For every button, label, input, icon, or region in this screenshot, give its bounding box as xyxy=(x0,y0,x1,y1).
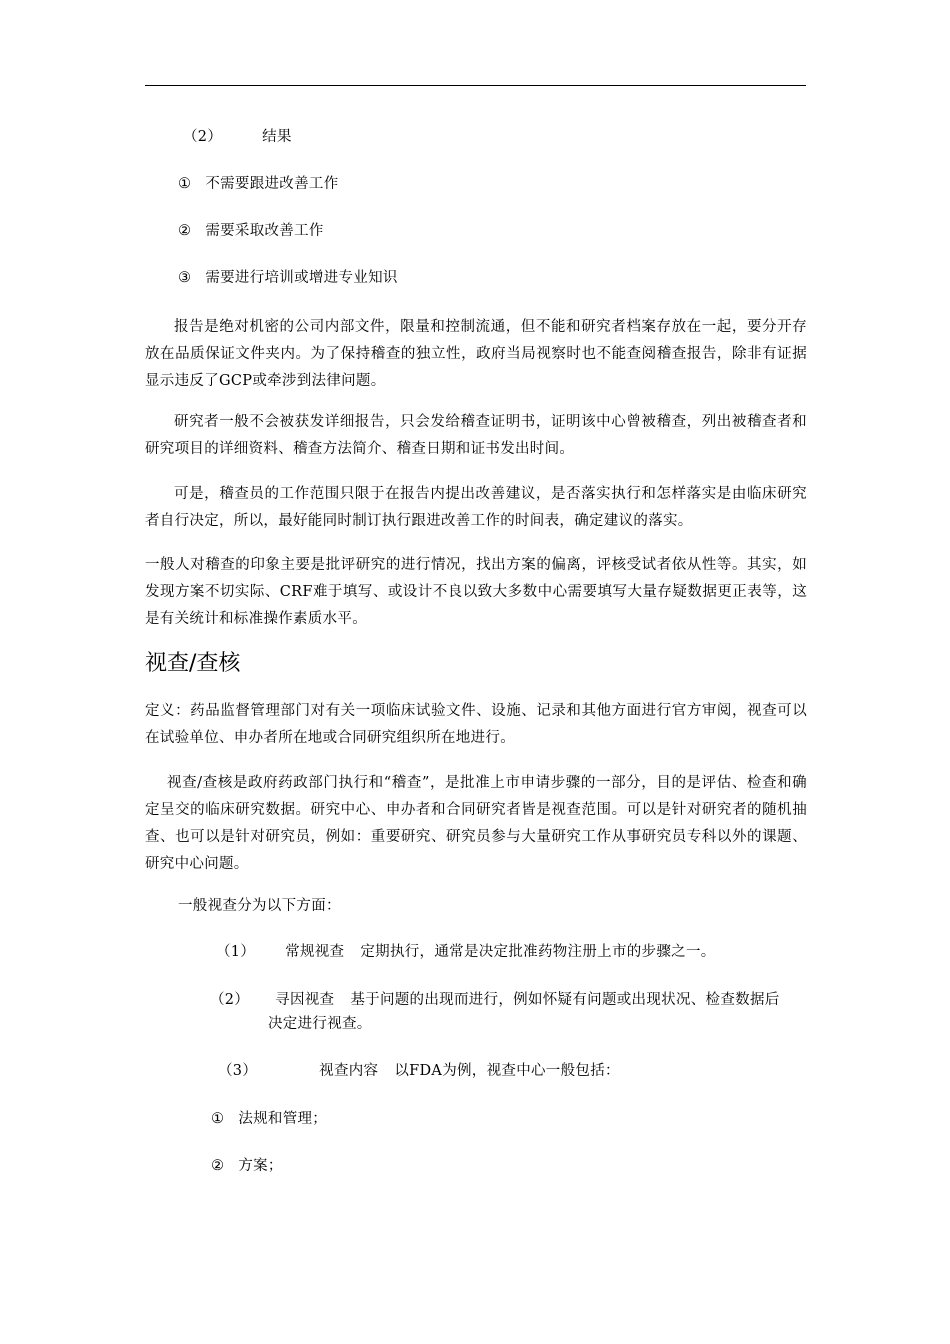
result-marker: （2） xyxy=(183,129,223,145)
content-marker: ① xyxy=(211,1111,225,1127)
result-item xyxy=(178,172,339,196)
content-text: 法规和管理； xyxy=(238,1111,328,1127)
aspect-item xyxy=(218,1059,620,1083)
content-marker: ② xyxy=(211,1158,225,1174)
aspect-marker: （3） xyxy=(218,1063,258,1079)
paragraph: 一般人对稽查的印象主要是批评研究的进行情况，找出方案的偏离，评核受试者依从性等。其实，如发现方案不切实际、CRF难于填写、或设计不良以致大多数中心需要填写大量存疑数据更正表等，这是有关统计和标准操作素质水平。 xyxy=(145,557,807,627)
item-marker: ① xyxy=(178,176,192,192)
item-text: 需要采取改善工作 xyxy=(205,223,324,239)
content-item xyxy=(211,1154,283,1178)
item-text: 不需要跟进改善工作 xyxy=(205,176,339,192)
paragraph: 报告是绝对机密的公司内部文件，限量和控制流通，但不能和研究者档案存放在一起，要分开存放在品质保证文件夹内。为了保持稽查的独立性，政府当局视察时也不能查阅稽查报告，除非有证据显示违反了GCP或牵涉到法律问题。 xyxy=(145,319,807,389)
result-item xyxy=(178,219,324,243)
aspect-text: 定期执行，通常是决定批准药物注册上市的步骤之一。 xyxy=(360,944,716,960)
aspect-item xyxy=(210,988,780,1012)
paragraph: 研究者一般不会被获发详细报告，只会发给稽查证明书，证明该中心曾被稽查，列出被稽查者和研究项目的详细资料、稽查方法简介、稽查日期和证书发出时间。 xyxy=(145,414,807,457)
definition-paragraph: 定义：药品监督管理部门对有关一项临床试验文件、设施、记录和其他方面进行官方审阅，视查可以在试验单位、申办者所在地或合同研究组织所在地进行。 xyxy=(145,703,807,746)
description-paragraph: 视查/查核是政府药政部门执行和“稽查”，是批准上市申请步骤的一部分，目的是评估、检查和确定呈交的临床研究数据。研究中心、申办者和合同研究者皆是视查范围。可以是针对研究者的随机抽查、也可以是针对研究员，例如：重要研究、研究员参与大量研究工作从事研究员专科以外的课题、研究中心问题。 xyxy=(145,775,807,872)
content-item xyxy=(211,1107,327,1131)
aspect-text: 基于问题的出现而进行，例如怀疑有问题或出现状况、检查数据后 xyxy=(350,992,780,1008)
aspect-marker: （1） xyxy=(216,944,256,960)
aspects-intro: 一般视查分为以下方面： xyxy=(178,898,341,914)
item-text: 需要进行培训或增进专业知识 xyxy=(205,270,398,286)
content-text: 方案； xyxy=(238,1158,283,1174)
aspect-marker: （2） xyxy=(210,992,250,1008)
aspect-label: 常规视查 xyxy=(285,944,345,960)
result-title: 结果 xyxy=(262,129,292,145)
paragraph: 可是，稽查员的工作范围只限于在报告内提出改善建议，是否落实执行和怎样落实是由临床研究者自行决定，所以，最好能同时制订执行跟进改善工作的时间表，确定建议的落实。 xyxy=(145,486,807,529)
aspect-text: 以FDA为例，视查中心一般包括： xyxy=(394,1063,620,1079)
aspect-label: 视查内容 xyxy=(319,1063,379,1079)
item-marker: ② xyxy=(178,223,192,239)
result-heading xyxy=(183,125,292,149)
aspect-item xyxy=(216,940,716,964)
header-rule xyxy=(145,85,806,86)
aspect-label: 寻因视查 xyxy=(275,992,335,1008)
aspect-text-continued: 决定进行视查。 xyxy=(268,1016,372,1032)
item-marker: ③ xyxy=(178,270,192,286)
result-item xyxy=(178,266,398,290)
section-heading: 视查/查核 xyxy=(145,651,241,676)
